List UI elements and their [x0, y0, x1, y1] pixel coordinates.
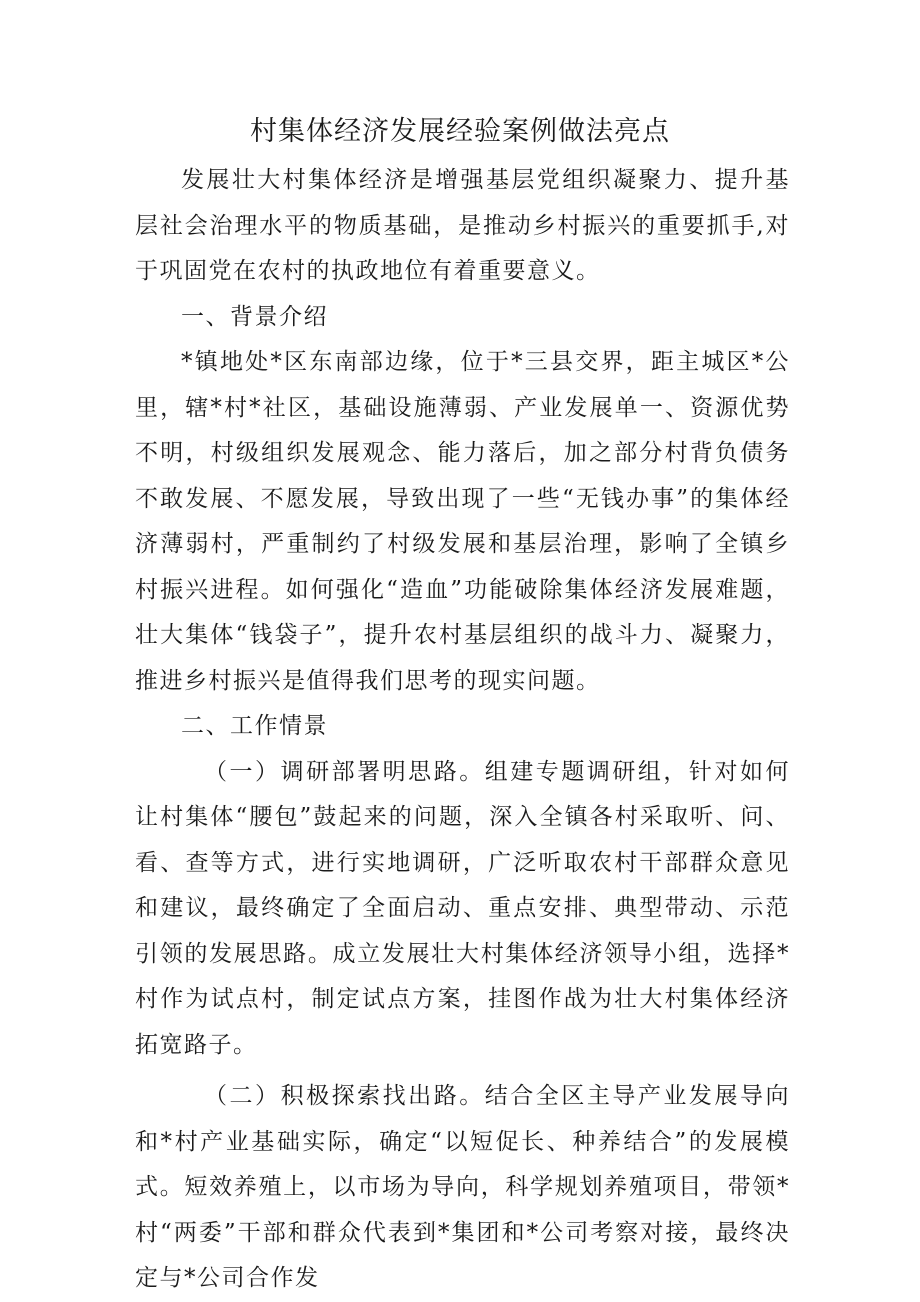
work-item-explore: （二）积极探索找出路。结合全区主导产业发展导向和*村产业基础实际，确定“以短促长、种养结合”的发展模式。短效养殖上，以市场为导向，科学规划养殖项目，带领*村“两委”干部和群众代表到*集团和*公司考察对接，最终决定与*公司合作发 — [135, 1083, 790, 1291]
section-heading-work: 二、工作情景 — [181, 713, 328, 739]
section-heading-background: 一、背景介绍 — [181, 303, 328, 330]
document-title: 村集体经济发展经验案例做法亮点 — [250, 116, 670, 147]
intro-paragraph: 发展壮大村集体经济是增强基层党组织凝聚力、提升基层社会治理水平的物质基础，是推动乡村振兴的重要抓手,对于巩固党在农村的执政地位有着重要意义。 — [135, 167, 790, 284]
document-body — [135, 158, 790, 1302]
background-paragraph: *镇地处*区东南部边缘，位于*三县交界，距主城区*公里，辖*村*社区，基础设施薄弱、产业发展单一、资源优势不明，村级组织发展观念、能力落后，加之部分村背负债务不敢发展、不愿发展，导致出现了一些“无钱办事”的集体经济薄弱村，严重制约了村级发展和基层治理，影响了全镇乡村振兴进程。如何强化“造血”功能破除集体经济发展难题，壮大集体“钱袋子”，提升农村基层组织的战斗力、凝聚力，推进乡村振兴是值得我们思考的现实问题。 — [135, 349, 790, 694]
work-item-research: （一）调研部署明思路。组建专题调研组，针对如何让村集体“腰包”鼓起来的问题，深入全镇各村采取听、问、看、查等方式，进行实地调研，广泛听取农村干部群众意见和建议，最终确定了全面启动、重点安排、典型带动、示范引领的发展思路。成立发展壮大村集体经济领导小组，选择*村作为试点村，制定试点方案，挂图作战为壮大村集体经济拓宽路子。 — [135, 758, 790, 1058]
